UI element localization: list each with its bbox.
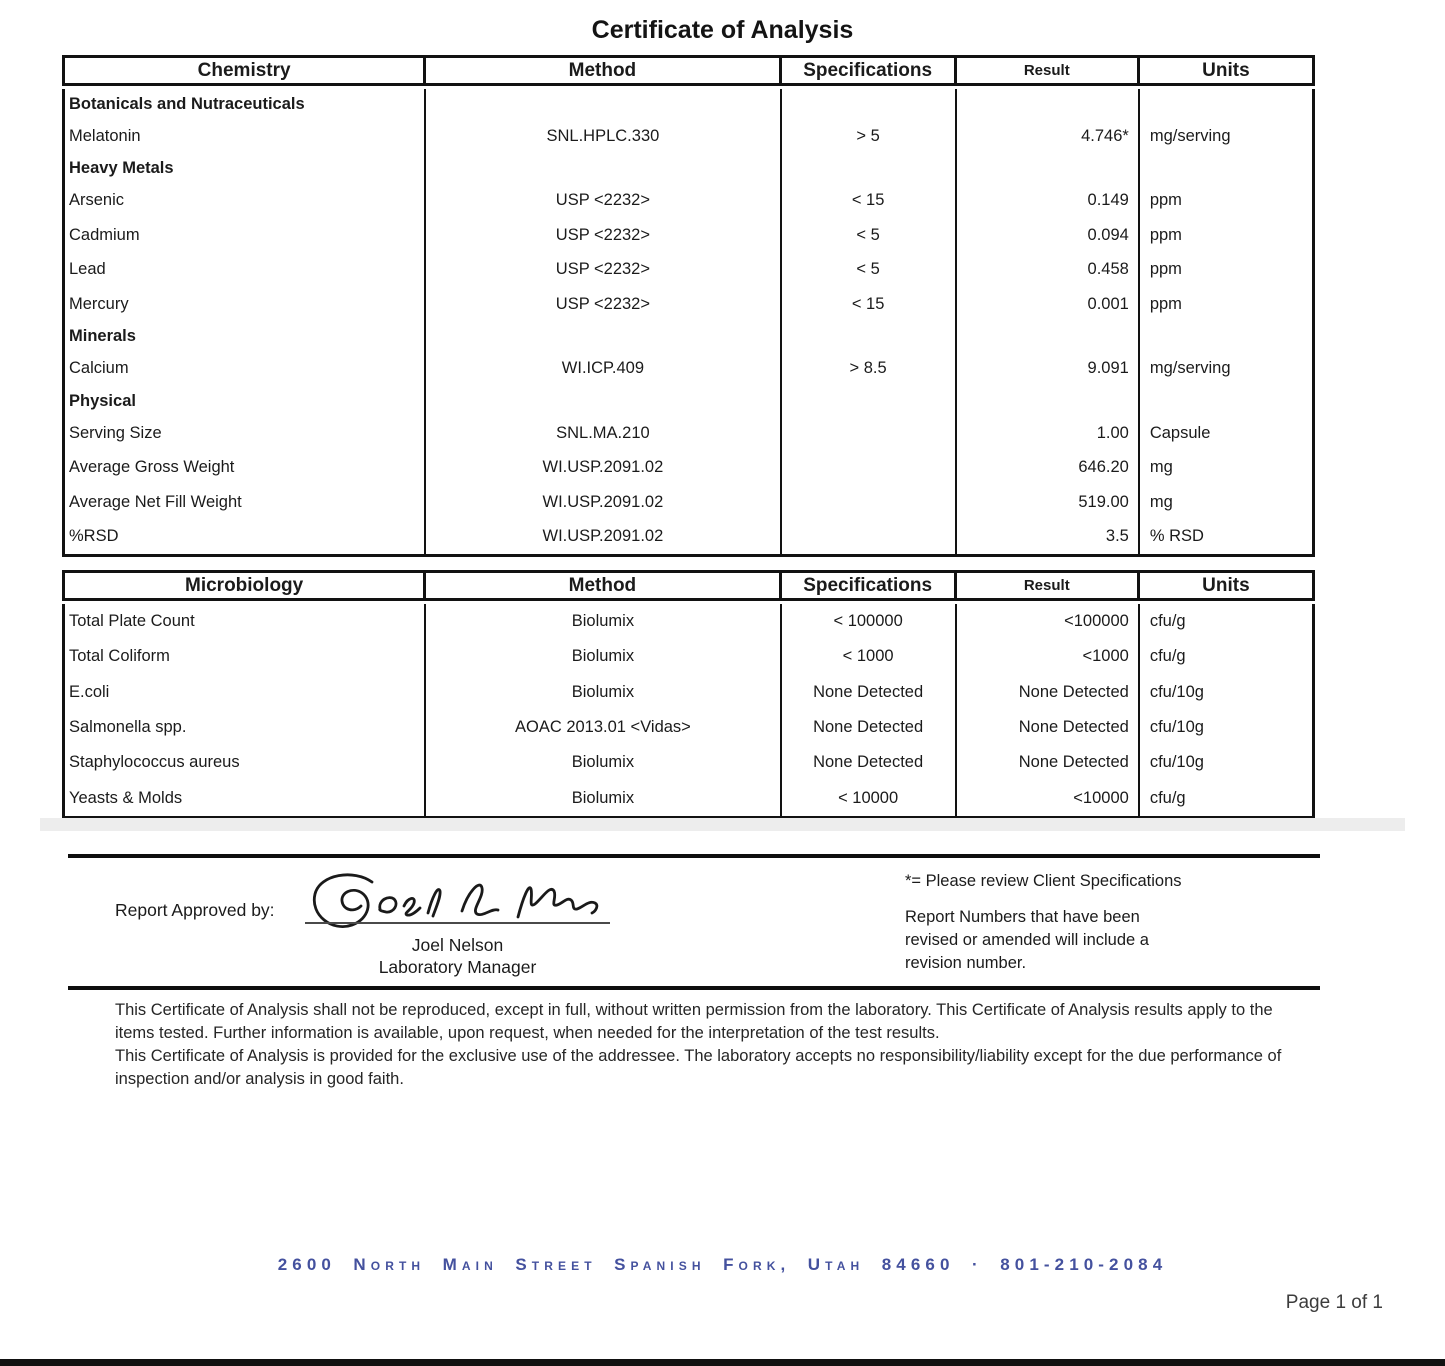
column-header-units: Units bbox=[1202, 574, 1250, 596]
cell-units: % RSD bbox=[1149, 527, 1204, 546]
cell-result: <100000 bbox=[957, 604, 1140, 639]
horizontal-rule-bottom bbox=[68, 986, 1320, 990]
column-header-specifications: Specifications bbox=[782, 573, 957, 598]
cell-units: cfu/g bbox=[1149, 788, 1186, 807]
cell-analyte: Total Coliform bbox=[65, 639, 426, 674]
cell-empty bbox=[1140, 322, 1312, 352]
cell-empty bbox=[782, 386, 957, 416]
disclaimer-text bbox=[115, 999, 1307, 1091]
cell-method: WI.ICP.409 bbox=[426, 352, 781, 387]
cell-method: SNL.MA.210 bbox=[426, 416, 781, 451]
cell-analyte: Staphylococcus aureus bbox=[65, 745, 426, 780]
cell-empty bbox=[426, 89, 781, 119]
cell-units: cfu/g bbox=[1149, 612, 1186, 631]
cell-analyte: Salmonella spp. bbox=[65, 710, 426, 745]
cell-spec bbox=[782, 451, 957, 486]
cell-spec: > 8.5 bbox=[782, 352, 957, 387]
cell-analyte: Melatonin bbox=[65, 119, 426, 154]
cell-analyte: Arsenic bbox=[65, 184, 426, 219]
column-header-chemistry: Chemistry bbox=[65, 58, 426, 83]
cell-result: 3.5 bbox=[957, 520, 1140, 555]
client-spec-note: *= Please review Client Specifications bbox=[905, 872, 1182, 890]
cell-spec: < 5 bbox=[782, 218, 957, 253]
table-row bbox=[65, 520, 1312, 555]
revision-note: Report Numbers that have been revised or amended will include a revision number. bbox=[905, 908, 1149, 972]
cell-result: 4.746* bbox=[957, 119, 1140, 154]
cell-analyte: Yeasts & Molds bbox=[65, 781, 426, 816]
cell-result: <10000 bbox=[957, 781, 1140, 816]
cell-method: USP <2232> bbox=[426, 218, 781, 253]
cell-spec: None Detected bbox=[782, 675, 957, 710]
cell-spec: < 10000 bbox=[782, 781, 957, 816]
cell-empty bbox=[1140, 154, 1312, 184]
table-row bbox=[65, 745, 1312, 780]
microbiology-table-body bbox=[62, 604, 1315, 819]
cell-result: 0.001 bbox=[957, 287, 1140, 322]
cell-units: mg/serving bbox=[1149, 126, 1231, 145]
cell-analyte: Total Plate Count bbox=[65, 604, 426, 639]
table-row bbox=[65, 119, 1312, 154]
cell-units: mg bbox=[1149, 492, 1173, 511]
cell-result: 9.091 bbox=[957, 352, 1140, 387]
cell-analyte: Mercury bbox=[65, 287, 426, 322]
cell-analyte: Lead bbox=[65, 253, 426, 288]
section-row bbox=[65, 386, 1312, 416]
cell-analyte: Calcium bbox=[65, 352, 426, 387]
cell-units: cfu/10g bbox=[1149, 718, 1204, 737]
cell-method: WI.USP.2091.02 bbox=[426, 520, 781, 555]
cell-label: Physical bbox=[65, 386, 426, 416]
cell-result: 646.20 bbox=[957, 451, 1140, 486]
cell-units: mg/serving bbox=[1149, 359, 1231, 378]
cell-method: Biolumix bbox=[426, 745, 781, 780]
cell-method: AOAC 2013.01 <Vidas> bbox=[426, 710, 781, 745]
cell-label: Heavy Metals bbox=[65, 154, 426, 184]
cell-result: 0.094 bbox=[957, 218, 1140, 253]
horizontal-rule-top bbox=[68, 854, 1320, 858]
cell-method: Biolumix bbox=[426, 639, 781, 674]
cell-spec: < 5 bbox=[782, 253, 957, 288]
table-row bbox=[65, 675, 1312, 710]
cell-label: Botanicals and Nutraceuticals bbox=[65, 89, 426, 119]
cell-label: Minerals bbox=[65, 322, 426, 352]
column-header-microbiology: Microbiology bbox=[65, 573, 426, 598]
cell-units: Capsule bbox=[1149, 423, 1211, 442]
table-row bbox=[65, 352, 1312, 387]
chemistry-table bbox=[62, 55, 1315, 557]
section-row bbox=[65, 89, 1312, 119]
cell-units: ppm bbox=[1149, 294, 1182, 313]
cell-spec bbox=[782, 485, 957, 520]
chemistry-table-header bbox=[62, 55, 1315, 86]
cell-spec: < 15 bbox=[782, 184, 957, 219]
column-header-units: Units bbox=[1202, 59, 1250, 81]
cell-analyte: Average Net Fill Weight bbox=[65, 485, 426, 520]
cell-empty bbox=[782, 322, 957, 352]
table-row bbox=[65, 184, 1312, 219]
disclaimer-paragraph-2: This Certificate of Analysis is provided for the exclusive use of the addressee. The laboratory accepts no responsibility/liability except for the due performance of inspection and/or analysis in good faith. bbox=[115, 1047, 1282, 1088]
cell-result: None Detected bbox=[957, 675, 1140, 710]
scan-shadow-bar bbox=[40, 818, 1405, 831]
cell-result: 0.458 bbox=[957, 253, 1140, 288]
cell-method: Biolumix bbox=[426, 781, 781, 816]
cell-empty bbox=[957, 89, 1140, 119]
cell-units: cfu/10g bbox=[1149, 682, 1204, 701]
cell-empty bbox=[426, 386, 781, 416]
column-header-method: Method bbox=[426, 573, 781, 598]
cell-result: 519.00 bbox=[957, 485, 1140, 520]
cell-units: cfu/10g bbox=[1149, 753, 1204, 772]
cell-spec: > 5 bbox=[782, 119, 957, 154]
report-approved-by-label: Report Approved by: bbox=[115, 900, 275, 920]
cell-method: Biolumix bbox=[426, 675, 781, 710]
cell-method: SNL.HPLC.330 bbox=[426, 119, 781, 154]
table-row bbox=[65, 253, 1312, 288]
cell-analyte: Average Gross Weight bbox=[65, 451, 426, 486]
chemistry-table-body bbox=[62, 89, 1315, 557]
cell-spec: < 1000 bbox=[782, 639, 957, 674]
cell-method: WI.USP.2091.02 bbox=[426, 485, 781, 520]
table-row bbox=[65, 604, 1312, 639]
table-row bbox=[65, 485, 1312, 520]
approver-title: Laboratory Manager bbox=[378, 957, 537, 977]
cell-empty bbox=[1140, 386, 1312, 416]
page-title: Certificate of Analysis bbox=[591, 16, 854, 44]
table-row bbox=[65, 639, 1312, 674]
table-row bbox=[65, 710, 1312, 745]
signature-image bbox=[302, 868, 614, 940]
column-header-specifications: Specifications bbox=[782, 58, 957, 83]
cell-analyte: Cadmium bbox=[65, 218, 426, 253]
microbiology-table bbox=[62, 570, 1315, 819]
cell-analyte: E.coli bbox=[65, 675, 426, 710]
cell-result: 1.00 bbox=[957, 416, 1140, 451]
cell-spec bbox=[782, 520, 957, 555]
cell-empty bbox=[782, 89, 957, 119]
cell-method: Biolumix bbox=[426, 604, 781, 639]
column-header-result: Result bbox=[957, 573, 1140, 598]
table-row bbox=[65, 287, 1312, 322]
disclaimer-paragraph-1: This Certificate of Analysis shall not be reproduced, except in full, without written permission from the laboratory. This Certificate of Analysis results apply to the items tested. Further information is available, upon request, when needed for the interpretation of the test results. bbox=[115, 1001, 1273, 1042]
cell-empty bbox=[957, 386, 1140, 416]
cell-empty bbox=[426, 154, 781, 184]
page-edge-bar bbox=[0, 1359, 1445, 1366]
cell-spec: < 15 bbox=[782, 287, 957, 322]
cell-units: ppm bbox=[1149, 191, 1182, 210]
cell-empty bbox=[782, 154, 957, 184]
section-row bbox=[65, 154, 1312, 184]
page-number: Page 1 of 1 bbox=[1285, 1292, 1383, 1313]
cell-method: WI.USP.2091.02 bbox=[426, 451, 781, 486]
table-row bbox=[65, 781, 1312, 816]
cell-analyte: Serving Size bbox=[65, 416, 426, 451]
cell-method: USP <2232> bbox=[426, 253, 781, 288]
cell-method: USP <2232> bbox=[426, 184, 781, 219]
cell-units: cfu/g bbox=[1149, 647, 1186, 666]
cell-result: <1000 bbox=[957, 639, 1140, 674]
table-row bbox=[65, 218, 1312, 253]
cell-result: None Detected bbox=[957, 710, 1140, 745]
cell-result: None Detected bbox=[957, 745, 1140, 780]
column-header-result: Result bbox=[957, 58, 1140, 83]
cell-empty bbox=[957, 322, 1140, 352]
cell-empty bbox=[957, 154, 1140, 184]
cell-empty bbox=[426, 322, 781, 352]
section-row bbox=[65, 322, 1312, 352]
signature-line bbox=[305, 922, 610, 924]
lab-address: 2600 North Main Street Spanish Fork, Utah 84660 · 801-210-2084 bbox=[277, 1255, 1168, 1274]
microbiology-table-header bbox=[62, 570, 1315, 601]
cell-spec: < 100000 bbox=[782, 604, 957, 639]
table-row bbox=[65, 416, 1312, 451]
cell-spec bbox=[782, 416, 957, 451]
table-row bbox=[65, 451, 1312, 486]
cell-spec: None Detected bbox=[782, 745, 957, 780]
cell-units: ppm bbox=[1149, 260, 1182, 279]
cell-spec: None Detected bbox=[782, 710, 957, 745]
cell-result: 0.149 bbox=[957, 184, 1140, 219]
cell-units: ppm bbox=[1149, 225, 1182, 244]
approver-name: Joel Nelson bbox=[411, 935, 504, 955]
cell-method: USP <2232> bbox=[426, 287, 781, 322]
cell-empty bbox=[1140, 89, 1312, 119]
cell-units: mg bbox=[1149, 458, 1173, 477]
cell-analyte: %RSD bbox=[65, 520, 426, 555]
column-header-method: Method bbox=[426, 58, 781, 83]
